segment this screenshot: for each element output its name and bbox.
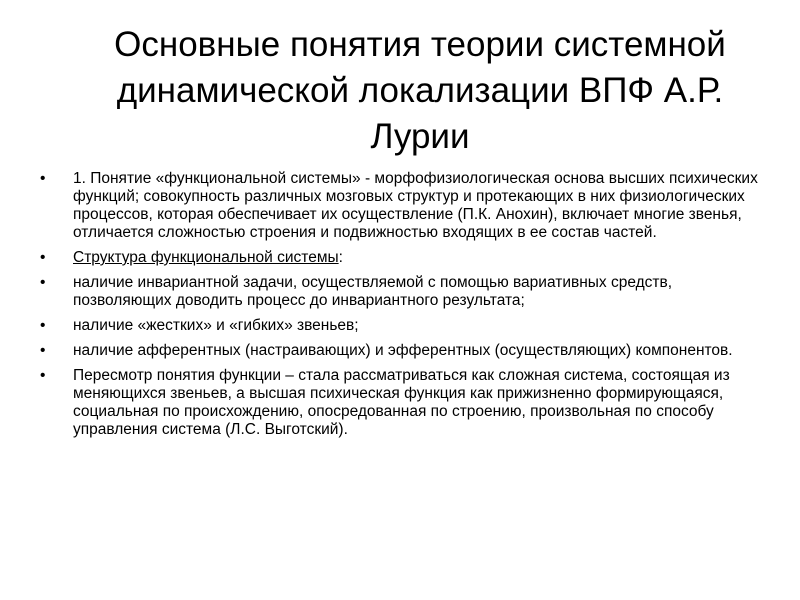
structure-heading-colon: : <box>338 249 343 266</box>
bullet-text: наличие «жестких» и «гибких» звеньев; <box>73 317 359 334</box>
bullet-marker: • <box>40 342 46 359</box>
bullet-text: наличие инвариантной задачи, осуществляемой с помощью вариативных средств, позволяющих доводить процесс до инвариантного результата; <box>73 274 673 309</box>
bullet-invariant-task <box>40 274 765 310</box>
bullet-marker: • <box>40 317 46 334</box>
bullet-rigid-flexible-links <box>40 317 765 335</box>
bullet-list <box>40 170 765 446</box>
bullet-marker: • <box>40 367 46 384</box>
bullet-text: наличие афферентных (настраивающих) и эфферентных (осуществляющих) компонентов. <box>73 342 733 359</box>
bullet-marker: • <box>40 274 46 291</box>
bullet-text: Пересмотр понятия функции – стала рассматриваться как сложная система, состоящая из меняющихся звеньев, а высшая психическая функция как прижизненно формирующаяся, социальная по происхождению, опосредованная по строению, произвольная по способу управления система (Л.С. Выготский). <box>73 367 730 438</box>
bullet-function-revision <box>40 367 765 439</box>
bullet-structure-heading <box>40 249 765 267</box>
bullet-text: 1. Понятие «функциональной системы» - морфофизиологическая основа высших психических функций; совокупность различных мозговых структур и протекающих в них физиологических процессов, которая обеспечивает их осуществление (П.К. Анохин), включает многие звенья, отличается сложностью строения и подвижностью входящих в ее состав частей. <box>73 170 758 241</box>
slide-title: Основные понятия теории системной динамической локализации ВПФ А.Р. Лурии <box>114 25 726 156</box>
bullet-marker: • <box>40 170 46 187</box>
bullet-afferent-efferent <box>40 342 765 360</box>
bullet-marker: • <box>40 249 46 266</box>
structure-heading-text: Структура функциональной системы <box>73 249 339 266</box>
bullet-functional-system-definition <box>40 170 765 242</box>
